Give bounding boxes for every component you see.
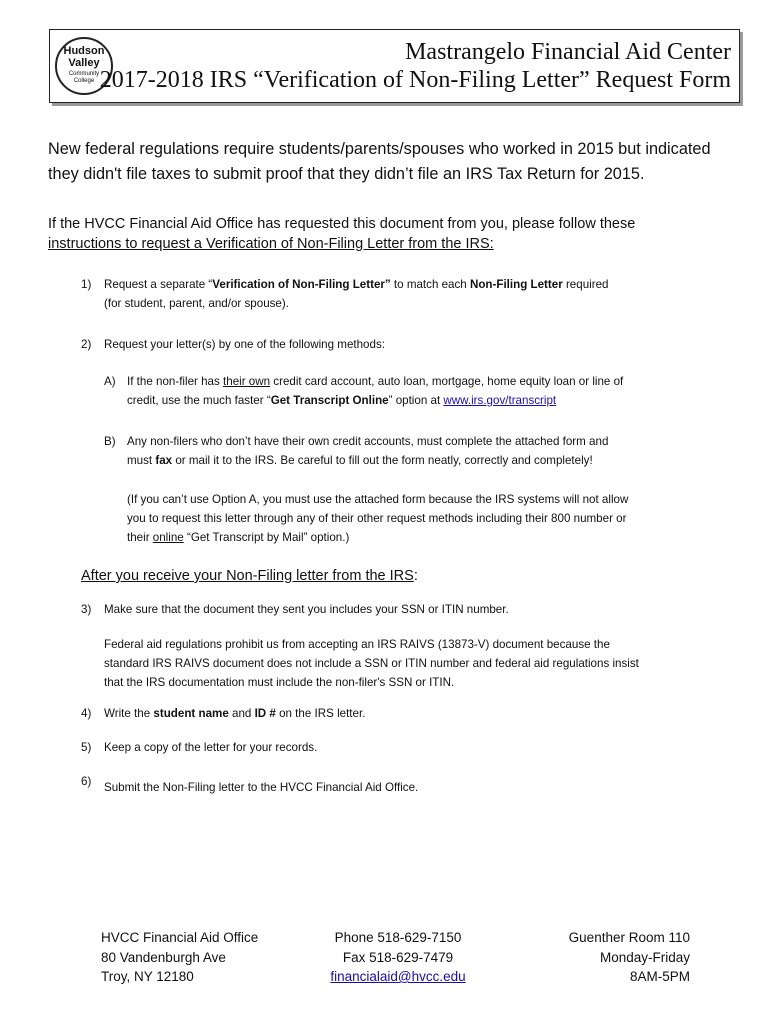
footer-office xyxy=(101,928,258,987)
after-receive-heading xyxy=(81,566,418,586)
step-4-text-c: and xyxy=(228,707,255,720)
option-b-label: B) xyxy=(104,435,116,448)
option-a-text-d: credit, use the much faster “ xyxy=(127,394,271,407)
header-box xyxy=(49,29,740,103)
footer-phone: Phone 518-629-7150 xyxy=(334,930,462,945)
option-b-bold: fax xyxy=(155,454,173,467)
option-a-text-f: ” option at xyxy=(388,394,444,407)
step-5-text: Keep a copy of the letter for your records. xyxy=(104,741,318,754)
step-3-number: 3) xyxy=(81,603,92,616)
title-line-1: Mastrangelo Financial Aid Center xyxy=(405,39,731,65)
note-text-c: “Get Transcript by Mail” option.) xyxy=(183,531,350,544)
intro-paragraph: New federal regulations require students/parents/spouses who worked in 2015 but indicated they didn't file taxes to submit proof that they didn’t file an IRS Tax Return for 2015. xyxy=(48,140,711,183)
footer-contact xyxy=(300,928,496,987)
step-1-line-1 xyxy=(104,275,724,294)
logo-text-valley: Valley xyxy=(68,57,100,69)
note-text-a: their xyxy=(127,531,153,544)
step-3-explanation xyxy=(104,635,724,692)
footer-address: 80 Vandenburgh Ave xyxy=(101,949,226,965)
step-1-text-e: required xyxy=(562,278,609,291)
step-3-text: Make sure that the document they sent you includes your SSN or ITIN number. xyxy=(104,603,509,616)
step-3-p-line-2: standard IRS RAIVS document does not include a SSN or ITIN number and federal aid regulations insist xyxy=(104,657,639,670)
step-5-number: 5) xyxy=(81,741,92,754)
lead-paragraph xyxy=(48,214,738,254)
note-line-3 xyxy=(127,528,727,547)
step-1 xyxy=(104,275,724,313)
step-4-number: 4) xyxy=(81,707,92,720)
option-a-label: A) xyxy=(104,375,116,388)
note-line-2: you to request this letter through any of their other request methods including their 800 number or xyxy=(127,512,627,525)
note-underlined: online xyxy=(152,531,184,544)
option-a-bold: Get Transcript Online xyxy=(270,394,389,407)
step-1-line-2: (for student, parent, and/or spouse). xyxy=(104,297,289,310)
note-line-1: (If you can’t use Option A, you must use the attached form because the IRS systems will not allow xyxy=(127,493,629,506)
subhead-tail: : xyxy=(413,568,418,584)
option-a-text-c: credit card account, auto loan, mortgage, home equity loan or line of xyxy=(270,375,624,388)
step-1-text-c: to match each xyxy=(390,278,470,291)
step-3-p-line-1: Federal aid regulations prohibit us from accepting an IRS RAIVS (13873-V) document because the xyxy=(104,638,610,651)
footer-city: Troy, NY 12180 xyxy=(101,969,194,984)
option-a xyxy=(127,372,727,410)
title-line-2: 2017-2018 IRS “Verification of Non-Filing Letter” Request Form xyxy=(99,67,731,93)
footer-office-name: HVCC Financial Aid Office xyxy=(101,930,259,945)
step-1-bold-b: Non-Filing Letter xyxy=(469,278,563,291)
option-b-line-1: Any non-filers who don’t have their own credit accounts, must complete the attached form and xyxy=(127,435,609,448)
step-6-number: 6) xyxy=(81,775,92,788)
option-a-text-a: If the non-filer has xyxy=(127,375,224,388)
lead-line-2: instructions to request a Verification of Non-Filing Letter from the IRS: xyxy=(48,236,494,252)
lead-line-1: If the HVCC Financial Aid Office has requested this document from you, please follow these xyxy=(48,216,636,232)
option-a-line-1 xyxy=(127,372,727,391)
option-b-line-2 xyxy=(127,451,727,470)
option-b-text-c: or mail it to the IRS. Be careful to fill out the form neatly, correctly and completely! xyxy=(172,454,593,467)
step-4-bold-a: student name xyxy=(153,707,229,720)
logo-text-community: Community xyxy=(68,71,100,77)
step-4-text-a: Write the xyxy=(104,707,154,720)
option-a-underlined: their own xyxy=(223,375,271,388)
logo-text-hudson: Hudson xyxy=(63,45,105,57)
step-1-number: 1) xyxy=(81,278,92,291)
step-2-text: Request your letter(s) by one of the following methods: xyxy=(104,338,385,351)
logo-text-college: College xyxy=(73,78,95,84)
step-1-text-a: Request a separate “ xyxy=(104,278,213,291)
footer-hours xyxy=(520,928,690,987)
option-a-line-2 xyxy=(127,391,727,410)
footer-time: 8AM-5PM xyxy=(629,969,690,984)
page-title xyxy=(100,38,731,94)
option-note xyxy=(127,490,727,547)
step-4-text-e: on the IRS letter. xyxy=(275,707,366,720)
step-4 xyxy=(104,704,365,723)
option-b xyxy=(127,432,727,470)
footer-email-link[interactable]: financialaid@hvcc.edu xyxy=(330,969,466,984)
step-6-text: Submit the Non-Filing letter to the HVCC Financial Aid Office. xyxy=(104,781,419,794)
step-4-bold-b: ID # xyxy=(254,707,276,720)
footer-days: Monday-Friday xyxy=(599,949,690,965)
footer-fax: Fax 518-629-7479 xyxy=(342,949,454,965)
footer-room: Guenther Room 110 xyxy=(568,930,690,945)
irs-transcript-link[interactable]: www.irs.gov/transcript xyxy=(443,394,557,407)
option-b-text-a: must xyxy=(127,454,156,467)
step-2-number: 2) xyxy=(81,338,92,351)
step-3-p-line-3: that the IRS documentation must include the non-filer's SSN or ITIN. xyxy=(104,676,455,689)
subhead-underlined: After you receive your Non-Filing letter from the IRS xyxy=(81,568,414,584)
step-1-bold-a: Verification of Non-Filing Letter” xyxy=(212,278,391,291)
